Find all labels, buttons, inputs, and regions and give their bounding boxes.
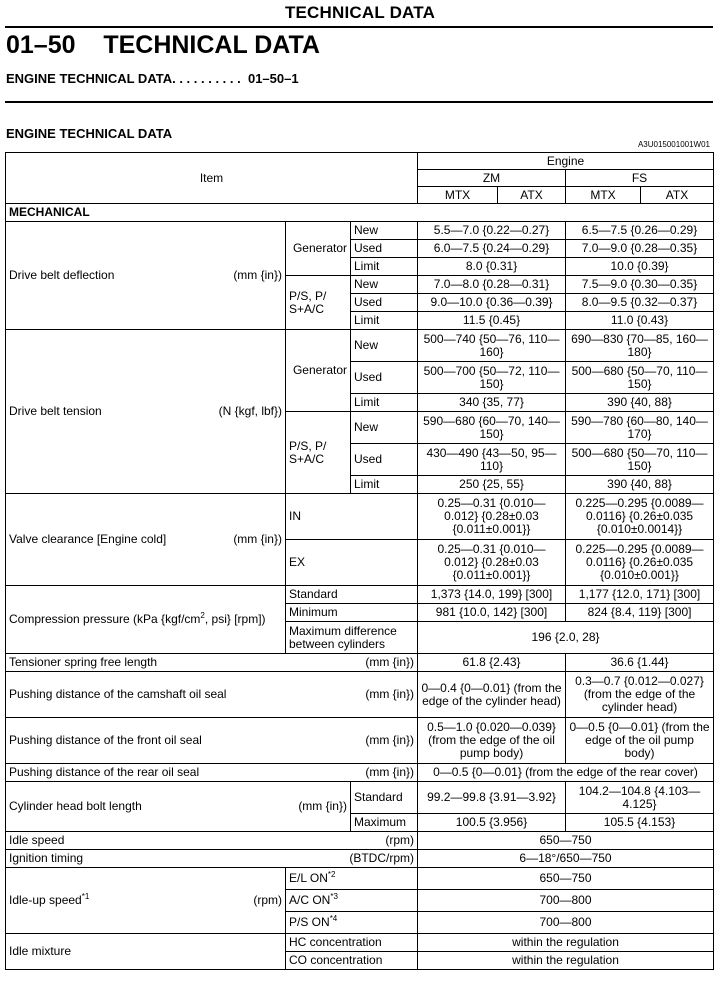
rear-seal-value: 0—0.5 {0—0.01} (from the edge of the rear cover) — [418, 764, 714, 782]
deflection-ps-new-fs: 7.5—9.0 {0.30—0.35} — [566, 276, 714, 294]
zm-header: ZM — [418, 170, 566, 187]
deflection-ps-limit-fs: 11.0 {0.43} — [566, 312, 714, 330]
head-bolt-max-zm: 100.5 {3.956} — [418, 814, 566, 832]
tension-ps-new-fs: 590—780 {60—80, 140—170} — [566, 412, 714, 444]
valve-in-fs: 0.225—0.295 {0.0089—0.0116} {0.26±0.035 {0.010±0.0014}} — [566, 494, 714, 540]
belt-tension-label: Drive belt tension (N {kgf, lbf}) — [6, 330, 286, 494]
deflection-ps-limit-label: Limit — [351, 312, 418, 330]
fs-mtx-header: MTX — [566, 187, 641, 204]
head-bolt-standard: Standard — [351, 782, 418, 814]
tension-ps-used-label: Used — [351, 444, 418, 476]
deflection-gen-limit-fs: 10.0 {0.39} — [566, 258, 714, 276]
fs-header: FS — [566, 170, 714, 187]
tension-ps-limit-fs: 390 {40, 88} — [566, 476, 714, 494]
deflection-ps-used-label: Used — [351, 294, 418, 312]
tension-gen-new-zm: 500—740 {50—76, 110—160} — [418, 330, 566, 362]
compression-min-fs: 824 {8.4, 119} [300] — [566, 604, 714, 622]
chapter-heading — [6, 31, 320, 60]
tension-gen-new-fs: 690—830 {70—85, 160—180} — [566, 330, 714, 362]
tension-gen-used-zm: 500—700 {50—72, 110—150} — [418, 362, 566, 394]
head-bolt-label: Cylinder head bolt length (mm {in}) — [6, 782, 351, 832]
camshaft-seal-label: Pushing distance of the camshaft oil seal (mm {in}) — [6, 672, 418, 718]
tension-ps-used-zm: 430—490 {43—50, 95—110} — [418, 444, 566, 476]
tension-gen-limit-zm: 340 {35, 77} — [418, 394, 566, 412]
idle-up-label: Idle-up speed$^{*1}$ (rpm) — [6, 868, 286, 934]
toc-rule — [5, 101, 713, 103]
engine-spec-table — [5, 152, 714, 970]
idle-up-ac: A/C ON$^{*3}$ — [286, 890, 418, 912]
compression-std-zm: 1,373 {14.0, 199} [300] — [418, 586, 566, 604]
compression-diff-value: 196 {2.0, 28} — [418, 622, 714, 654]
valve-ex-fs: 0.225—0.295 {0.0089—0.0116} {0.26±0.035 {0.010±0.001}} — [566, 540, 714, 586]
head-bolt-maximum: Maximum — [351, 814, 418, 832]
tension-ps-limit-zm: 250 {25, 55} — [418, 476, 566, 494]
idle-mixture-hc-value: within the regulation — [418, 934, 714, 952]
valve-in: IN — [286, 494, 418, 540]
group-mechanical: MECHANICAL — [6, 204, 714, 222]
deflection-ps-used-zm: 9.0—10.0 {0.36—0.39} — [418, 294, 566, 312]
deflection-gen-new-fs: 6.5—7.5 {0.26—0.29} — [566, 222, 714, 240]
toc-entry[interactable]: ENGINE TECHNICAL DATA. . . . . . . . . . 01–50–1 — [6, 71, 299, 86]
front-seal-label: Pushing distance of the front oil seal (mm {in}) — [6, 718, 418, 764]
tension-gen-used-fs: 500—680 {50—70, 110—150} — [566, 362, 714, 394]
deflection-ps: P/S, P/ S+A/C — [286, 276, 351, 330]
belt-deflection-label: Drive belt deflection (mm {in}) — [6, 222, 286, 330]
camshaft-seal-fs: 0.3—0.7 {0.012—0.027} (from the edge of the cylinder head) — [566, 672, 714, 718]
header-rule — [5, 26, 713, 28]
engine-header: Engine — [418, 153, 714, 170]
idle-mixture-hc: HC concentration — [286, 934, 418, 952]
ignition-label: Ignition timing (BTDC/rpm) — [6, 850, 418, 868]
deflection-ps-used-fs: 8.0—9.5 {0.32—0.37} — [566, 294, 714, 312]
valve-in-zm: 0.25—0.31 {0.010—0.012} {0.28±0.03 {0.011±0.001}} — [418, 494, 566, 540]
deflection-gen-new-zm: 5.5—7.0 {0.22—0.27} — [418, 222, 566, 240]
compression-min-zm: 981 {10.0, 142} [300] — [418, 604, 566, 622]
deflection-gen-used-label: Used — [351, 240, 418, 258]
item-header: Item — [6, 153, 418, 204]
compression-minimum: Minimum — [286, 604, 418, 622]
tension-ps-new-label: New — [351, 412, 418, 444]
idle-up-ps-value: 700—800 — [418, 912, 714, 934]
tension-gen-used-label: Used — [351, 362, 418, 394]
chapter-number: 01–50 — [6, 31, 76, 59]
deflection-ps-new-zm: 7.0—8.0 {0.28—0.31} — [418, 276, 566, 294]
idle-up-ps: P/S ON$^{*4}$ — [286, 912, 418, 934]
deflection-gen-used-zm: 6.0—7.5 {0.24—0.29} — [418, 240, 566, 258]
head-bolt-max-fs: 105.5 {4.153} — [566, 814, 714, 832]
fs-atx-header: ATX — [641, 187, 714, 204]
camshaft-seal-zm: 0—0.4 {0—0.01} (from the edge of the cylinder head) — [418, 672, 566, 718]
deflection-gen-limit-label: Limit — [351, 258, 418, 276]
tensioner-fs: 36.6 {1.44} — [566, 654, 714, 672]
deflection-gen-new-label: New — [351, 222, 418, 240]
tension-ps-new-zm: 590—680 {60—70, 140—150} — [418, 412, 566, 444]
zm-mtx-header: MTX — [418, 187, 498, 204]
tension-generator: Generator — [286, 330, 351, 412]
running-header: TECHNICAL DATA — [284, 3, 436, 22]
tension-gen-new-label: New — [351, 330, 418, 362]
tensioner-zm: 61.8 {2.43} — [418, 654, 566, 672]
idle-mixture-co-value: within the regulation — [418, 952, 714, 970]
section-title: ENGINE TECHNICAL DATA — [6, 126, 173, 141]
compression-std-fs: 1,177 {12.0, 171} [300] — [566, 586, 714, 604]
head-bolt-std-zm: 99.2—99.8 {3.91—3.92} — [418, 782, 566, 814]
tension-ps: P/S, P/ S+A/C — [286, 412, 351, 494]
tension-ps-used-fs: 500—680 {50—70, 110—150} — [566, 444, 714, 476]
deflection-gen-limit-zm: 8.0 {0.31} — [418, 258, 566, 276]
deflection-ps-new-label: New — [351, 276, 418, 294]
tension-gen-limit-fs: 390 {40, 88} — [566, 394, 714, 412]
deflection-gen-used-fs: 7.0—9.0 {0.28—0.35} — [566, 240, 714, 258]
tension-ps-limit-label: Limit — [351, 476, 418, 494]
deflection-ps-limit-zm: 11.5 {0.45} — [418, 312, 566, 330]
chapter-title: TECHNICAL DATA — [103, 31, 320, 59]
idle-up-ac-value: 700—800 — [418, 890, 714, 912]
section-code: A3U015001001W01 — [637, 140, 710, 149]
idle-speed-label: Idle speed (rpm) — [6, 832, 418, 850]
compression-standard: Standard — [286, 586, 418, 604]
idle-up-el: E/L ON$^{*2}$ — [286, 868, 418, 890]
tension-gen-limit-label: Limit — [351, 394, 418, 412]
head-bolt-std-fs: 104.2—104.8 {4.103—4.125} — [566, 782, 714, 814]
valve-clearance-label: Valve clearance [Engine cold] (mm {in}) — [6, 494, 286, 586]
valve-ex: EX — [286, 540, 418, 586]
idle-speed-value: 650—750 — [418, 832, 714, 850]
compression-max-diff: Maximum difference between cylinders — [286, 622, 418, 654]
rear-seal-label: Pushing distance of the rear oil seal (mm {in}) — [6, 764, 418, 782]
valve-ex-zm: 0.25—0.31 {0.010—0.012} {0.28±0.03 {0.011±0.001}} — [418, 540, 566, 586]
deflection-generator: Generator — [286, 222, 351, 276]
idle-mixture-co: CO concentration — [286, 952, 418, 970]
idle-up-el-value: 650—750 — [418, 868, 714, 890]
idle-mixture-label: Idle mixture — [6, 934, 286, 970]
front-seal-zm: 0.5—1.0 {0.020—0.039} (from the edge of the oil pump body) — [418, 718, 566, 764]
compression-label: Compression pressure (kPa {$kgf/cm^2$, psi} [rpm]) — [6, 586, 286, 654]
tensioner-label: Tensioner spring free length (mm {in}) — [6, 654, 418, 672]
zm-atx-header: ATX — [498, 187, 566, 204]
front-seal-fs: 0—0.5 {0—0.01} (from the edge of the oil pump body) — [566, 718, 714, 764]
ignition-value: 6—18°/650—750 — [418, 850, 714, 868]
